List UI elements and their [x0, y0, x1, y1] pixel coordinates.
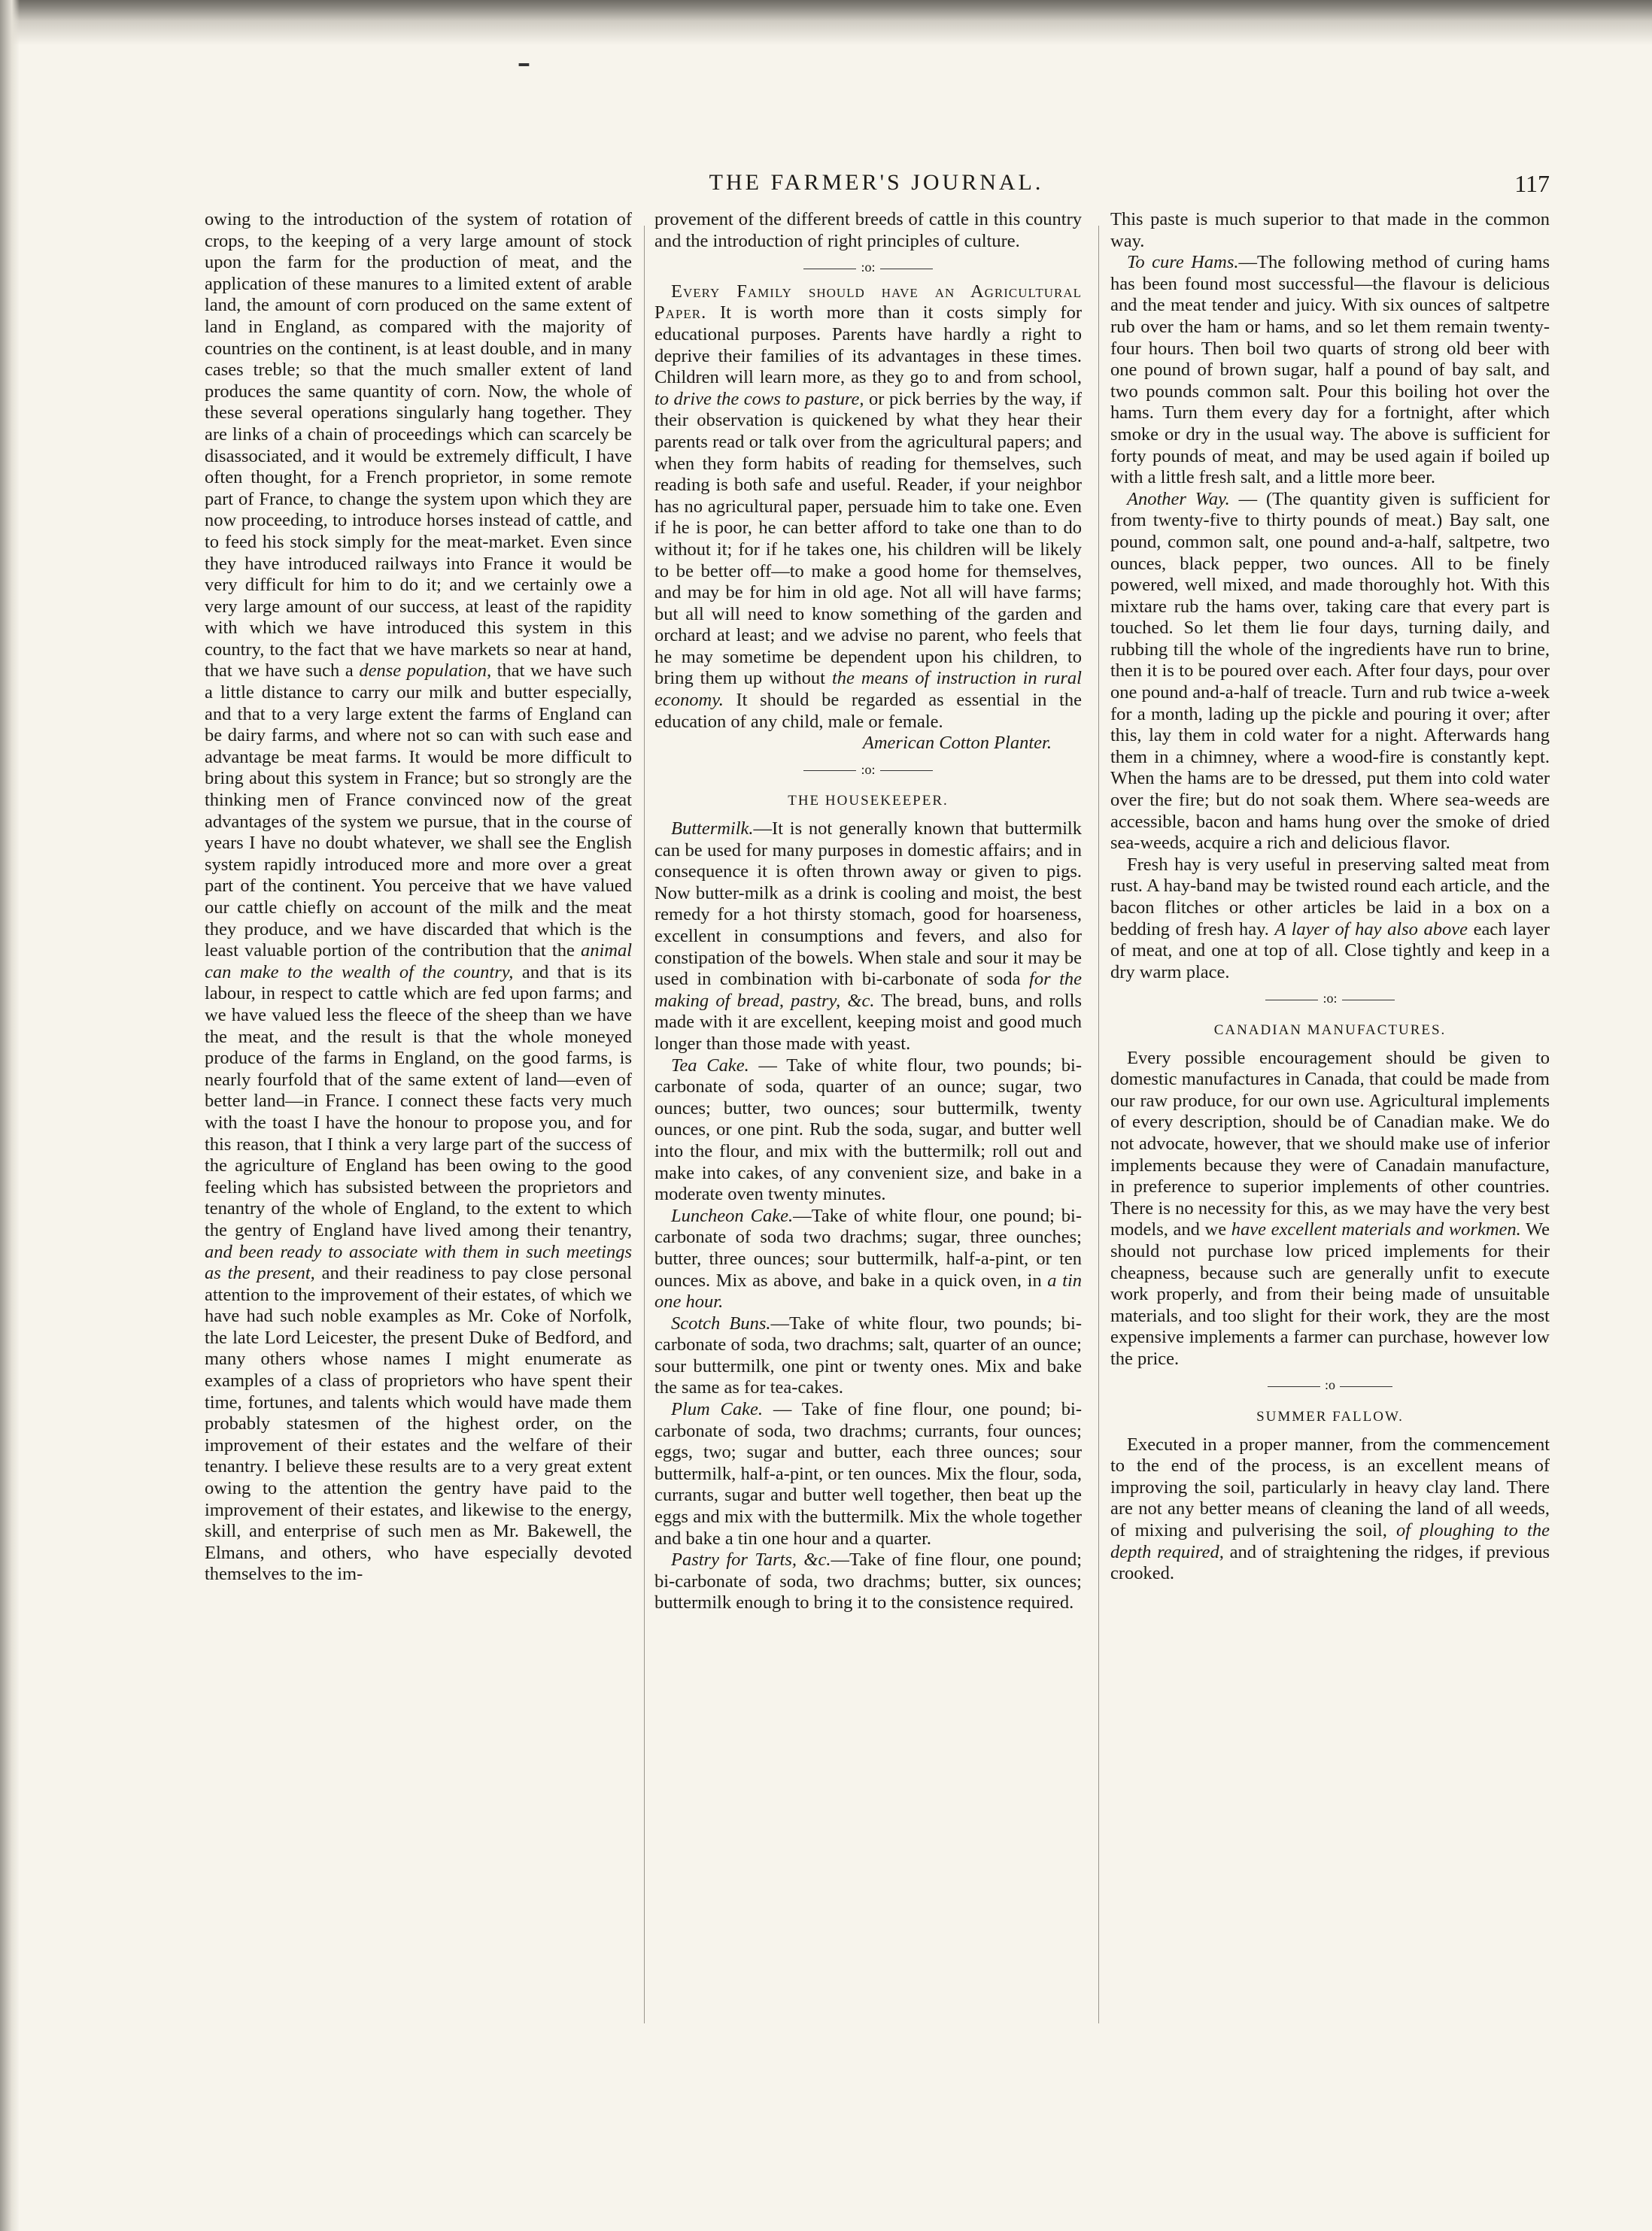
section-heading: THE HOUSEKEEPER. [788, 793, 949, 809]
column-2 [654, 209, 1082, 2029]
text-run: Executed in a proper manner, from the commencement to the end of the process, is an excellent means of improving the soil, particularly in heavy clay land. There are not any better means of cleaning the land of all weeds, of mixing and pulverising the soil, [1110, 1434, 1550, 1541]
text-run: —Take of white flour, one pound; bi-carbonate of soda two drachms; sugar, three ounches; butter, three ounces; sour buttermilk, half-a-pint, or ten ounces. Mix as above, and bake in a quick oven, in [654, 1205, 1082, 1291]
text-run: — Take of white flour, two pounds; bi-carbonate of soda, quarter of an ounce; sugar, two ounces; butter, two ounces; sour buttermilk, twenty ounces, or one pint. Rub the soda, sugar, and butter well into the flour, and mix with the buttermilk; roll out and make into cakes, of any convenient size, and bake in a moderate oven twenty minutes. [654, 1055, 1082, 1205]
text-run: —Take of white flour, two pounds; bi-carbonate of soda, two drachms; salt, quarter of an ounce; sour buttermilk, one pint or twenty ones. Mix and bake the same as for tea-cakes. [654, 1313, 1082, 1398]
running-header [203, 170, 1550, 206]
recipe-plum-cake [654, 1399, 1082, 1550]
italic-run: the means of instruction in rural economy. [654, 668, 1082, 711]
recipe-title: Plum Cake. [671, 1399, 764, 1420]
section-heading: SUMMER FALLOW. [1256, 1409, 1404, 1425]
italic-run: of ploughing to the depth required, [1110, 1520, 1550, 1562]
column-3 [1110, 209, 1550, 2029]
canadian-article [1110, 1048, 1550, 1370]
recipe-title: Tea Cake. [671, 1055, 749, 1076]
scan-edge-top [0, 0, 1652, 53]
text-run: —It is not generally known that buttermilk can be used for many purposes in domestic affairs; and in consequence it is often thrown away or given to pigs. Now butter-milk as a drink is cooling and moist, the best remedy for a hot thirsty stomach, good for hoarseness, excellent in consumptions and fevers, and also for constipation of the bowels. When stale and sour it may be used in combination with bi-carbonate of soda [654, 818, 1082, 990]
column-1 [205, 209, 632, 2029]
recipe-cure-hams [1110, 252, 1550, 489]
text-run: that we have such a little distance to carry our milk and butter especially, and that to a very large extent the farms of England can be dairy farms, and where not so can with such ease and advantage be meat farms. It would be more difficult to bring about this system in France; but so strongly are the thinking men of France convinced now of the great advantages of the system we pursue, that in the course of years I have no doubt whatever, we shall see the English system rapidly introduced more and more over a great part of the continent. You perceive that we have valued our cattle chiefly on account of the milk and the meat they produce, and we have discarded that which is the least valuable portion of the contribution that the [205, 660, 632, 961]
italic-run: dense population, [359, 660, 492, 681]
text-run: It should be regarded as essential in the education of any child, male or female. [654, 690, 1082, 732]
recipe-another-way [1110, 489, 1550, 854]
column-divider [1098, 226, 1099, 2023]
summer-fallow-article [1110, 1434, 1550, 1585]
recipe-scotch-buns [654, 1313, 1082, 1399]
text-run: and their readiness to pay close personal attention to the improvement of their estates, of which we have had such noble examples as Mr. Coke of Norfolk, the late Lord Leicester, the present Duke of Bedford, and many others whose names I might enumerate as examples of a class of proprietors who have spent their time, fortunes, and talents which would have made them probably statesmen of the highest order, on the improvement of their estates and the welfare of their tenantry. I believe these results are to a very great extent owing to the attention the gentry have paid to the improvement of their estates, and likewise to the energy, skill, and enterprise of such men as Mr. Bakewell, the Elmans, and others, who have especially devoted themselves to the im- [205, 1263, 632, 1585]
page-number: 117 [1514, 170, 1550, 197]
recipe-pastry [654, 1550, 1082, 1614]
text-run: The bread, buns, and rolls made with it are excellent, keeping moist and good much longer than those made with yeast. [654, 990, 1082, 1054]
section-heading: CANADIAN MANUFACTURES. [1213, 1021, 1447, 1038]
italic-run: to drive the cows to pasture, [654, 388, 864, 409]
fresh-hay-note [1110, 854, 1550, 984]
text-run: —Take of fine flour, one pound; bi-carbonate of soda, two drachms; butter, six ounces; buttermilk enough to bring it to the consistence required. [654, 1550, 1082, 1613]
separator: :o [1110, 1374, 1550, 1396]
italic-run: animal can make to the wealth of the country, [205, 940, 632, 982]
recipe-title: To cure Hams. [1127, 252, 1239, 273]
recipe-continuation: This paste is much superior to that made in the common way. [1110, 209, 1550, 251]
text-run: — (The quantity given is sufficient for from twenty-five to thirty pounds of meat.) Bay salt, one pound, common salt, one pound and-a-half, saltpetre, two ounces, black pepper, two ounces. All to be finely powered, well mixed, and made thoroughly hot. With this mixtare rub the hams over, taking care that every part is touched. So let them lie four days, turning daily, and rubbing till the whole of the ingredients have run to brine, then it is to be poured over each. After four days, pour over one pound and-a-half of treacle. Turn and rub twice a-week for a month, lading up the pickle and pouring it over; after this, lay them in cold water for a night. Afterwards hang them in a chimney, where a wood-fire is constantly kept. When the hams are to be dressed, put them into cold water over the fire; but do not soak them. Where sea-weeds are accessible, bacon and hams hung over the smoke of dried sea-weeds, acquire a rich and delicious flavor. [1110, 488, 1550, 854]
text-run: each layer of meat, and one at top of all. Close tightly and keep in a dry warm place. [1110, 918, 1550, 982]
text-run: It is worth more than it costs simply for educational purposes. Parents have hardly a right to deprive their families of its advantages in these times. Children will learn more, as they go to and from school, [654, 302, 1082, 388]
article-heading: Every Family should have an Agricultural Paper. [654, 281, 1082, 323]
text-run: owing to the introduction of the system of rotation of crops, to the keeping of a very large amount of stock upon the farm for the production of meat, and the application of these manures to a limited extent of arable land, the amount of corn produced on the same extent of land in England, as compared with the majority of countries on the continent, is at least double, and in many cases treble; so that the much smaller extent of land produces the same quantity of corn. Now, the whole of these several operations singularly hang together. They are links of a chain of proceedings which can scarcely be disassociated, and it would be extremely difficult, I have often thought, for a French proprietor, in some remote part of France, to change the system upon which they are now proceeding, to introduce horses instead of cattle, and to feed his stock simply for the meat-market. Even since they have introduced railways into France it would be very difficult for him to do it; and we certainly owe a very large amount of our success, at least of the rapidity with which we have introduced this system in this country, to the fact that we have markets so near at hand, that we have such a [205, 209, 632, 681]
text-run: — Take of fine flour, one pound; bi-carbonate of soda, two drachms; currants, four ounces; eggs, two; sugar and butter, each three ounces; sour buttermilk, half-a-pint, or ten ounces. Mix the flour, soda, currants, sugar and butter well together, then beat up the eggs and mix with the buttermilk. Mix the whole together and bake a tin one hour and a quarter. [654, 1399, 1082, 1549]
text-run: and that is its labour, in respect to cattle which are fed upon farms; and we have valued less the fleece of the sheep than we have the meat, and the result is that the whole moneyed produce of the farms in England, on the good farms, is nearly fourfold that of the same extent of land—even of better land—in France. I connect these facts very much with the toast I have the honour to propose you, and for this reason, that I think a very large part of the success of the agriculture of England has been owing to the good feeling which has subsisted between the proprietors and tenantry of the whole of England, to the extent to which the gentry of England have lived among their tenantry, [205, 961, 632, 1240]
column-divider [644, 226, 645, 2023]
text-run: Fresh hay is very useful in preserving salted meat from rust. A hay-band may be twisted round each article, and the bacon flitches or other articles be laid in a box on a bedding of fresh hay. [1110, 854, 1550, 939]
ink-mark: ـ [519, 37, 529, 74]
recipe-title: Scotch Buns. [671, 1313, 771, 1334]
separator: :o: [654, 256, 1082, 278]
italic-run: and been ready to associate with them in such meetings as the present, [205, 1241, 632, 1284]
article-continuation [205, 209, 632, 1586]
text-run: —The following method of curing hams has been found most successful—the flavour is delicious and the meat tender and juicy. With six ounces of saltpetre rub over the ham or hams, and so let them remain twenty-four hours. Then boil two quarts of strong old beer with one pound of brown sugar, half a pound of bay salt, and two pounds common salt. Pour this boiling hot over the hams. Turn them every day for a fortnight, after which smoke or dry in the usual way. The above is sufficient for forty pounds of meat, and may be used again if boiled up with a little fresh salt, and a little more beer. [1110, 252, 1550, 488]
recipe-tea-cake [654, 1055, 1082, 1206]
every-family-article [654, 281, 1082, 733]
separator: :o: [1110, 988, 1550, 1009]
recipe-title: Another Way. [1127, 488, 1230, 509]
recipe-title: Pastry for Tarts, &c. [671, 1550, 831, 1571]
recipe-buttermilk [654, 818, 1082, 1055]
recipe-title: Luncheon Cake. [671, 1205, 794, 1226]
text-run: Every possible encouragement should be given to domestic manufactures in Canada, that could be made from our raw produce, for our own use. Agricultural implements of every description, should be of Canadian make. We do not advocate, however, that we should make use of inferior implements because they were of Canadain manufacture, in preference to superior implements of other countries. There is no necessity for this, as we may have the very best models, and we [1110, 1047, 1550, 1240]
journal-title: THE FARMER'S JOURNAL. [709, 170, 1044, 195]
text-run: and of straightening the ridges, if previous crooked. [1110, 1541, 1550, 1584]
text-run: or pick berries by the way, if their observation is quickened by what they hear their parents read or talk over from the agricultural papers; and when they form habits of reading for themselves, such reading is both safe and useful. Reader, if your neighbor has no agricultural paper, persuade him to take one. Even if he is poor, he can better afford to take one than to do without it; for if he takes one, his children will be likely to be better off—to make a good home for themselves, and may be for him in old age. Not all will have farms; but all will need to know something of the garden and orchard at least; and we advise no parent, who feels that he may sometime be dependent upon his children, to bring them up without [654, 388, 1082, 689]
text-run: We should not purchase low priced implements for their cheapness, because such are generally unfit to execute work properly, and from their being made of unsuitable materials, and too slight for their work, they are the most expensive implements a farmer can purchase, however low the price. [1110, 1219, 1550, 1369]
italic-run: a tin one hour. [654, 1270, 1082, 1313]
italic-run: A layer of hay also above [1274, 918, 1468, 939]
recipe-title: Buttermilk. [671, 818, 754, 839]
article-signature: American Cotton Planter. [862, 733, 1052, 754]
scan-edge-left [0, 0, 20, 2231]
italic-run: have excellent materials and workmen. [1231, 1219, 1521, 1240]
separator: :o: [654, 759, 1082, 781]
recipe-luncheon-cake [654, 1206, 1082, 1313]
article-continuation: provement of the different breeds of cattle in this country and the introduction of right principles of culture. [654, 209, 1082, 251]
italic-run: for the making of bread, pastry, &c. [654, 969, 1082, 1011]
